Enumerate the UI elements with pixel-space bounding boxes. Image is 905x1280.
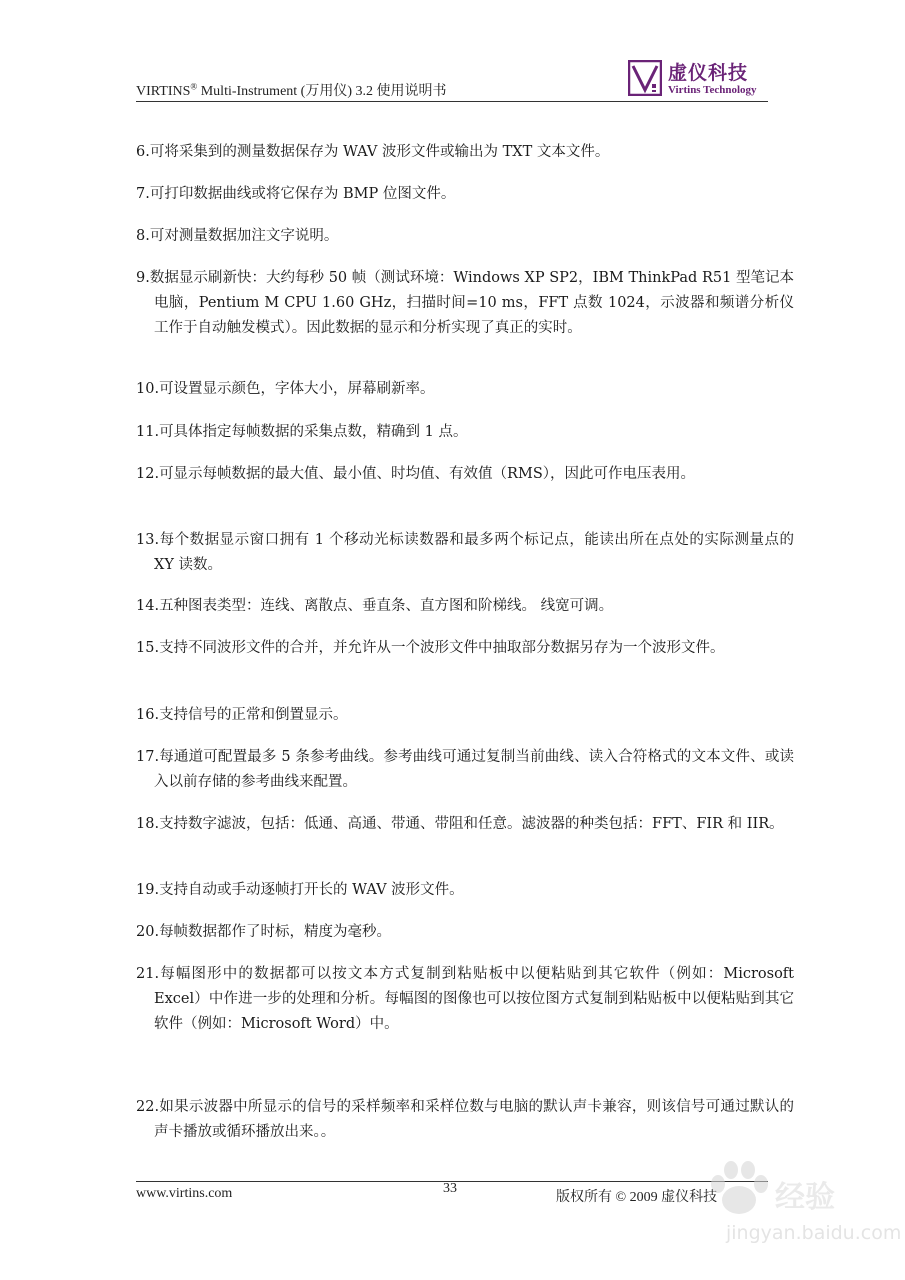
list-item: 12.可显示每帧数据的最大值、最小值、时均值、有效值（RMS），因此可作电压表用。: [136, 466, 696, 482]
list-item: 13.每个数据显示窗口拥有 1 个移动光标读数器和最多两个标记点，能读出所在点处的实际测量点的 XY 读数。: [136, 532, 794, 573]
baidu-watermark: [700, 1150, 902, 1260]
list-item: 6.可将采集到的测量数据保存为 WAV 波形文件或输出为 TXT 文本文件。: [136, 144, 610, 160]
list-item: 21.每幅图形中的数据都可以按文本方式复制到粘贴板中以便粘贴到其它软件（例如：Microsoft Excel）中作进一步的处理和分析。每幅图的图像也可以按位图方式复制到粘贴板中以便粘贴到其它软件（例如：Microsoft Word）中。: [136, 966, 794, 1032]
company-logo: [622, 58, 772, 100]
list-item: 9.数据显示刷新快：大约每秒 50 帧（测试环境：Windows XP SP2，IBM ThinkPad R51 型笔记本电脑，Pentium M CPU 1.60 GHz，扫描时间=10 ms，FFT 点数 1024，示波器和频谱分析仪工作于自动触发模式）。因此数据的显示和分析实现了真正的实时。: [136, 270, 794, 336]
header-rule: [136, 101, 768, 102]
footer-copyright: 版权所有 © 2009 虚仪科技: [556, 1190, 718, 1205]
watermark-cn: 经验: [775, 1180, 835, 1215]
logo-english-name: Virtins Technology: [668, 84, 757, 96]
header-brand: VIRTINS: [136, 84, 191, 99]
logo-chinese-name: 虚仪科技: [668, 62, 749, 84]
list-item: 20.每帧数据都作了时标，精度为毫秒。: [136, 924, 392, 940]
list-item: 18.支持数字滤波，包括：低通、高通、带通、带阻和任意。滤波器的种类包括：FFT、FIR 和 IIR。: [136, 816, 784, 832]
list-item: 16.支持信号的正常和倒置显示。: [136, 707, 348, 723]
list-item: 19.支持自动或手动逐帧打开长的 WAV 波形文件。: [136, 882, 464, 898]
header-title: [136, 80, 447, 100]
watermark-url: jingyan.baidu.com: [726, 1222, 902, 1244]
list-item: 11.可具体指定每帧数据的采集点数，精确到 1 点。: [136, 424, 468, 440]
header-title-rest: Multi-Instrument (万用仪) 3.2 使用说明书: [197, 84, 447, 99]
list-item: 14.五种图表类型：连线、离散点、垂直条、直方图和阶梯线。 线宽可调。: [136, 598, 614, 614]
list-item: 22.如果示波器中所显示的信号的采样频率和采样位数与电脑的默认声卡兼容，则该信号可通过默认的声卡播放或循环播放出来。。: [136, 1099, 794, 1140]
registered-mark: ®: [190, 81, 198, 92]
list-item: 8.可对测量数据加注文字说明。: [136, 228, 339, 244]
list-item: 15.支持不同波形文件的合并，并允许从一个波形文件中抽取部分数据另存为一个波形文件。: [136, 640, 725, 656]
page-number: 33: [443, 1181, 457, 1196]
list-item: 10.可设置显示颜色，字体大小，屏幕刷新率。: [136, 381, 435, 397]
list-item: 17.每通道可配置最多 5 条参考曲线。参考曲线可通过复制当前曲线、读入合符格式的文本文件、或读入以前存储的参考曲线来配置。: [136, 749, 794, 790]
paw-icon: [704, 1154, 774, 1224]
list-item: 7.可打印数据曲线或将它保存为 BMP 位图文件。: [136, 186, 456, 202]
footer-website: www.virtins.com: [136, 1186, 233, 1201]
virtins-logo-icon: [628, 60, 662, 96]
